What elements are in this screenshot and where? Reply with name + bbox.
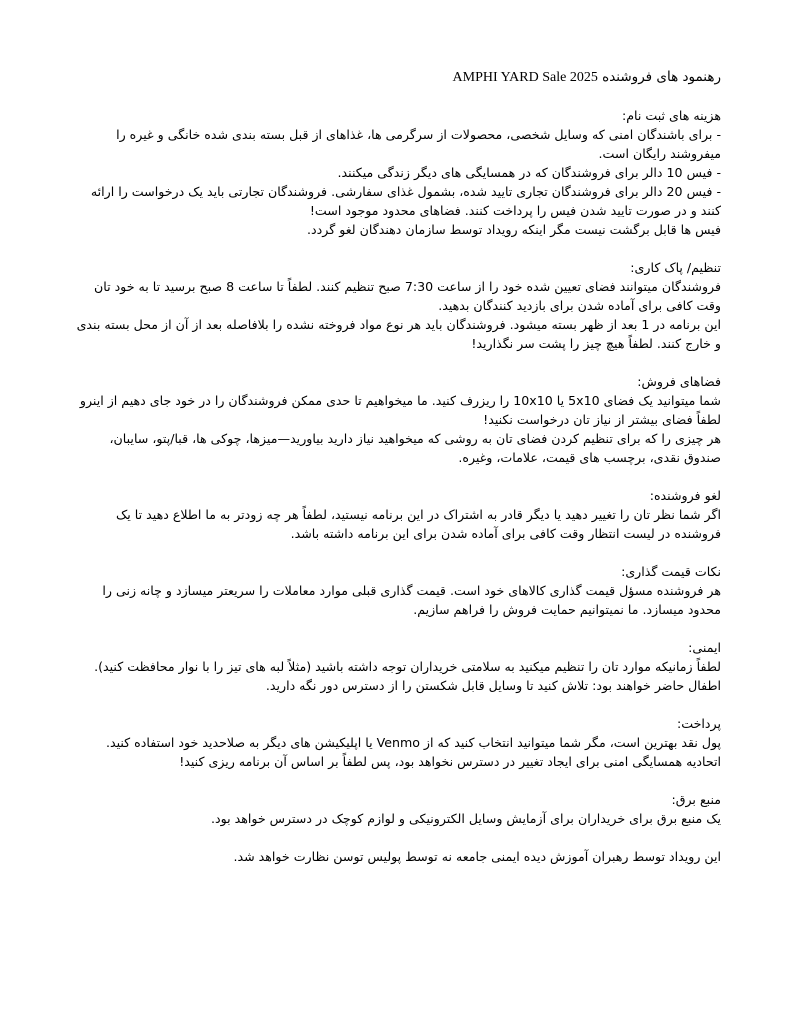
section (70, 790, 721, 828)
title-prefix: رهنمود های فروشنده (602, 69, 721, 85)
section (70, 486, 721, 543)
document-title (70, 68, 721, 87)
section-paragraph: این برنامه در 1 بعد از ظهر بسته میشود. فروشندگان باید هر نوع مواد فروخته نشده را بلافاصله بعد از آن از محل بسته بندی و خارج کنند. لطفاً هیچ چیز را پشت سر نگذارید! (76, 317, 721, 351)
section (70, 106, 721, 239)
section-paragraph: هر فروشنده مسؤل قیمت گذاری کالاهای خود است. قیمت گذاری قبلی موارد معاملات را سریعتر میسازد و چانه زنی را محدود میسازد. ما نمیتوانیم حمایت فروش را فراهم سازیم. (102, 583, 721, 617)
document-body (70, 68, 721, 866)
section (70, 258, 721, 353)
section-paragraph: هر چیزی را که برای تنظیم کردن فضای تان به روشی که میخواهید نیاز دارید بیاورید—میزها، چوکی ها، قبا/پتو، سایبان، صندوق نقدی، برچسب های قیمت، علامات، وغیره. (109, 431, 721, 465)
section-heading: فضاهای فروش: (637, 374, 721, 389)
section-heading: منبع برق: (671, 792, 721, 807)
section-paragraph: فیس ها قابل برگشت نیست مگر اینکه رویداد توسط سازمان دهندگان لغو گردد. (307, 222, 721, 237)
section-paragraph: فروشندگان میتوانند فضای تعیین شده خود را از ساعت 7:30 صبح تنظیم کنند. لطفاً تا ساعت 8 صبح برسید تا به خود تان وقت کافی برای آماده شدن برای بازدید کنندگان بدهید. (93, 279, 721, 313)
section-heading: نکات قیمت گذاری: (621, 564, 721, 579)
section-paragraph: پول نقد بهترین است، مگر شما میتوانید انتخاب کنید که از Venmo یا اپلیکیشن های دیگر به صلاحدید خود استفاده کنید. اتحادیه همسایگی امنی برای ایجاد تغییر در دسترس نخواهد بود، پس لطفاً بر اساس آن برنامه ریزی کنید! (105, 735, 721, 769)
section-paragraph: یک منبع برق برای خریداران برای آزمایش وسایل الکترونیکی و لوازم کوچک در دسترس خواهد بود. (210, 811, 721, 826)
sections-container (70, 106, 721, 866)
section (70, 562, 721, 619)
section (70, 638, 721, 695)
section-paragraph: - برای باشندگان امنی که وسایل شخصی، محصولات از سرگرمی ها، غذاهای از قبل بسته بندی شده خانگی و غیره را میفروشند رایگان است. (116, 127, 721, 161)
section (70, 372, 721, 467)
section (70, 714, 721, 771)
section (70, 847, 721, 866)
section-heading: لغو فروشنده: (649, 488, 721, 503)
section-heading: پرداخت: (677, 716, 721, 731)
section-paragraph: لطفاً زمانیکه موارد تان را تنظیم میکنید به سلامتی خریداران توجه داشته باشید (مثلاً لبه های تیز را با نوار محافظت کنید). اطفال حاضر خواهند بود: تلاش کنید تا وسایل قابل شکستن را از دسترس دور نگه دارید. (94, 659, 721, 693)
section-heading: هزینه های ثبت نام: (621, 108, 721, 123)
title-event: AMPHI YARD Sale 2025 (452, 70, 598, 85)
section-paragraph: اگر شما نظر تان را تغییر دهید یا دیگر قادر به اشتراک در این برنامه نیستید، لطفاً هر چه زودتر به ما اطلاع دهید تا یک فروشنده در لیست انتظار وقت کافی برای آماده شدن برای این برنامه داشته باشد. (116, 507, 721, 541)
section-heading: ایمنی: (688, 640, 721, 655)
section-heading: تنظیم/ پاک کاری: (630, 260, 721, 275)
section-paragraph: - فیس 20 دالر برای فروشندگان تجاری تایید شده، بشمول غذای سفارشی. فروشندگان تجارتی باید یک درخواست را ارائه کنند و در صورت تایید شدن فیس را پرداخت کنند. فضاهای محدود موجود است! (90, 184, 721, 218)
section-paragraph: شما میتوانید یک فضای 5x10 یا 10x10 را ریزرف کنید. ما میخواهیم تا حدی ممکن فروشندگان را در خود جای دهیم از اینرو لطفاً فضای بیشتر از نیاز تان درخواست نکنید! (79, 393, 721, 427)
section-paragraph: - فیس 10 دالر برای فروشندگان که در همسایگی های دیگر زندگی میکنند. (337, 165, 721, 180)
section-paragraph: این رویداد توسط رهبران آموزش دیده ایمنی جامعه نه توسط پولیس توسن نظارت خواهد شد. (233, 849, 721, 864)
